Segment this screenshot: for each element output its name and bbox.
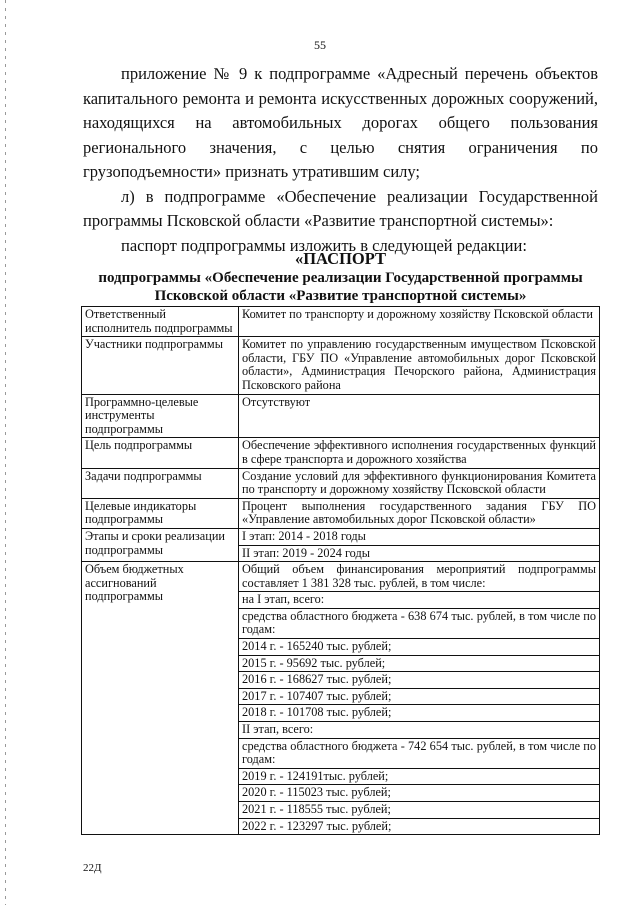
row-label: Программно-целевые инструменты подпрограммы: [82, 394, 239, 438]
table-row: [82, 528, 600, 561]
budget-line: средства областного бюджета - 638 674 тыс. рублей, в том числе по годам:: [239, 608, 599, 638]
budget-line: 2018 г. - 101708 тыс. рублей;: [239, 704, 599, 721]
row-value: Комитет по транспорту и дорожному хозяйству Псковской области: [239, 307, 600, 337]
table-row: [82, 307, 600, 337]
row-value: Процент выполнения государственного задания ГБУ ПО «Управление автомобильных дорог Псковской области»: [239, 498, 600, 528]
body-text: [83, 62, 598, 258]
table-row: [82, 394, 600, 438]
budget-line: 2020 г. - 115023 тыс. рублей;: [239, 784, 599, 801]
scan-edge: [5, 0, 6, 905]
budget-line: II этап, всего:: [239, 721, 599, 738]
table-row: [82, 337, 600, 394]
budget-line: Общий объем финансирования мероприятий подпрограммы составляет 1 381 328 тыс. рублей, в том числе:: [242, 562, 596, 590]
budget-line: 2014 г. - 165240 тыс. рублей;: [239, 638, 599, 655]
budget-value: [239, 562, 600, 835]
row-label: Цель подпрограммы: [82, 438, 239, 468]
passport-title-sub: подпрограммы «Обеспечение реализации Государственной программы Псковской области «Развитие транспортной системы»: [98, 270, 583, 304]
stages-value: [239, 528, 600, 561]
budget-line: 2022 г. - 123297 тыс. рублей;: [239, 818, 599, 835]
budget-line: 2021 г. - 118555 тыс. рублей;: [239, 801, 599, 818]
budget-line: 2017 г. - 107407 тыс. рублей;: [239, 688, 599, 705]
row-value: Отсутствуют: [239, 394, 600, 438]
table-row: [82, 562, 600, 835]
budget-label: Объем бюджетных ассигнований подпрограммы: [82, 562, 239, 835]
budget-line: средства областного бюджета - 742 654 тыс. рублей, в том числе по годам:: [239, 738, 599, 768]
stages-label: Этапы и сроки реализации подпрограммы: [82, 528, 239, 561]
table-row: [82, 468, 600, 498]
stage-line: I этап: 2014 - 2018 годы: [242, 528, 366, 543]
row-value: Создание условий для эффективного функционирования Комитета по транспорту и дорожному хозяйству Псковской области: [239, 468, 600, 498]
stage-line: II этап: 2019 - 2024 годы: [239, 545, 599, 562]
paragraph-2: л) в подпрограмме «Обеспечение реализации Государственной программы Псковской области «Развитие транспортной системы»:: [83, 186, 598, 230]
budget-line: 2016 г. - 168627 тыс. рублей;: [239, 671, 599, 688]
row-label: Ответственный исполнитель подпрограммы: [82, 307, 239, 337]
row-label: Задачи подпрограммы: [82, 468, 239, 498]
row-value: Обеспечение эффективного исполнения государственных функций в сфере транспорта и дорожного хозяйства: [239, 438, 600, 468]
paragraph-3: паспорт подпрограммы изложить в следующей редакции:: [121, 235, 527, 255]
budget-line: на I этап, всего:: [239, 591, 599, 608]
row-label: Целевые индикаторы подпрограммы: [82, 498, 239, 528]
budget-line: 2019 г. - 124191тыс. рублей;: [239, 768, 599, 785]
passport-table: [81, 306, 600, 835]
passport-title-main: «ПАСПОРТ: [294, 249, 387, 268]
table-row: [82, 438, 600, 468]
row-label: Участники подпрограммы: [82, 337, 239, 394]
passport-title: [83, 249, 598, 305]
table-row: [82, 498, 600, 528]
budget-line: 2015 г. - 95692 тыс. рублей;: [239, 655, 599, 672]
page-number: 55: [314, 38, 326, 52]
paragraph-1: приложение № 9 к подпрограмме «Адресный перечень объектов капитального ремонта и ремонта искусственных дорожных сооружений, находящихся на автомобильных дорогах общего пользования регионального значения, с целью снятия ограничения по грузоподъемности» признать утратившим силу;: [83, 64, 598, 181]
row-value: Комитет по управлению государственным имуществом Псковской области, ГБУ ПО «Управление автомобильных дорог Псковской области», Администрация Печорского района, Администрация Псковского района: [239, 337, 600, 394]
page-code: 22Д: [83, 862, 102, 874]
